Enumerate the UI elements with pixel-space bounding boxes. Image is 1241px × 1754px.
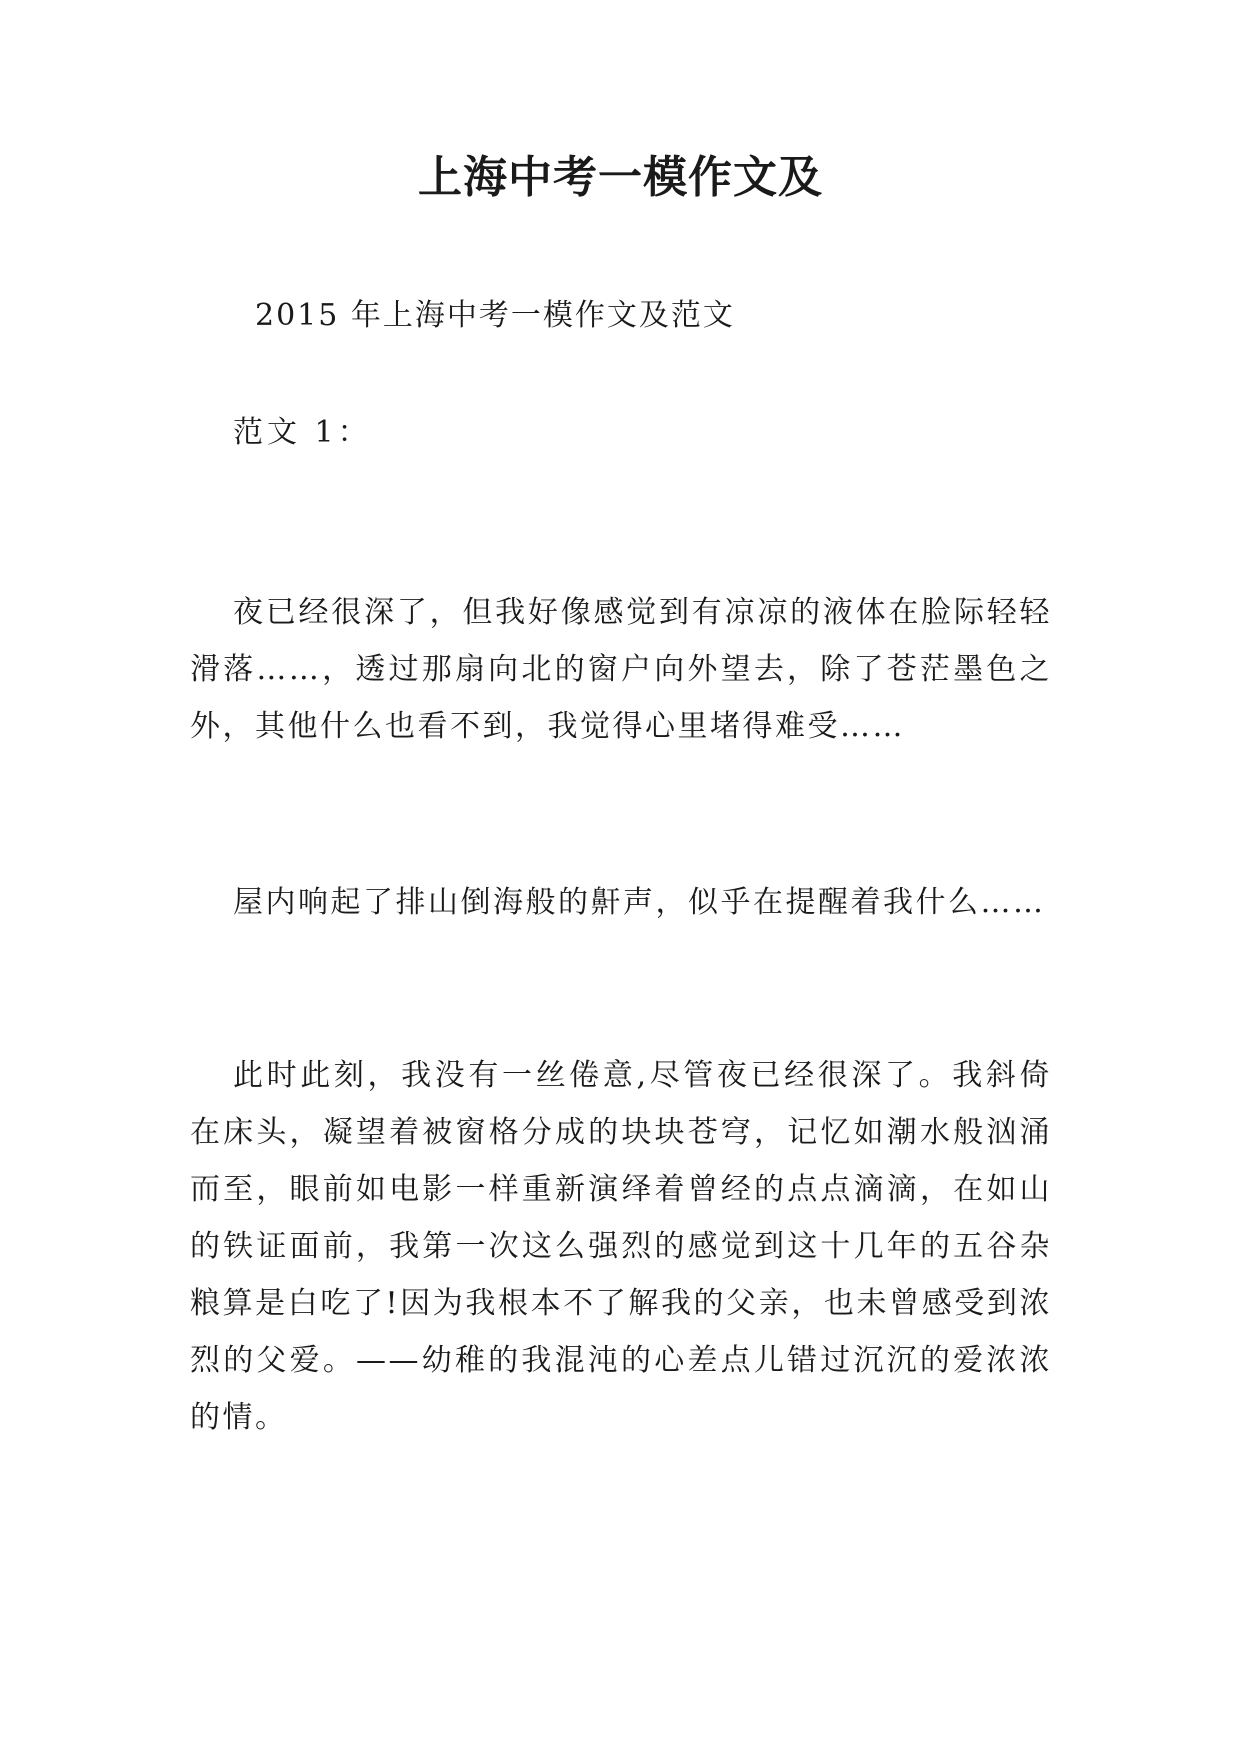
document-subtitle: 2015 年上海中考一模作文及范文 xyxy=(255,298,735,333)
paragraph-2: 屋内响起了排山倒海般的鼾声，似乎在提醒着我什么…… xyxy=(233,885,1046,920)
paragraph-1: 夜已经很深了，但我好像感觉到有凉凉的液体在脸际轻轻滑落……，透过那扇向北的窗户向外望去，除了苍茫墨色之外，其他什么也看不到，我觉得心里堵得难受…… xyxy=(190,595,1052,744)
section-label: 范文 1： xyxy=(233,415,372,450)
document-title: 上海中考一模作文及 xyxy=(418,152,823,203)
paragraph-3: 此时此刻，我没有一丝倦意,尽管夜已经很深了。我斜倚在床头，凝望着被窗格分成的块块苍穹，记忆如潮水般汹涌而至，眼前如电影一样重新演绎着曾经的点点滴滴，在如山的铁证面前，我第一次这么强烈的感觉到这十几年的五谷杂粮算是白吃了!因为我根本不了解我的父亲，也未曾感受到浓烈的父爱。——幼稚的我混沌的心差点儿错过沉沉的爱浓浓的情。 xyxy=(190,1058,1052,1435)
